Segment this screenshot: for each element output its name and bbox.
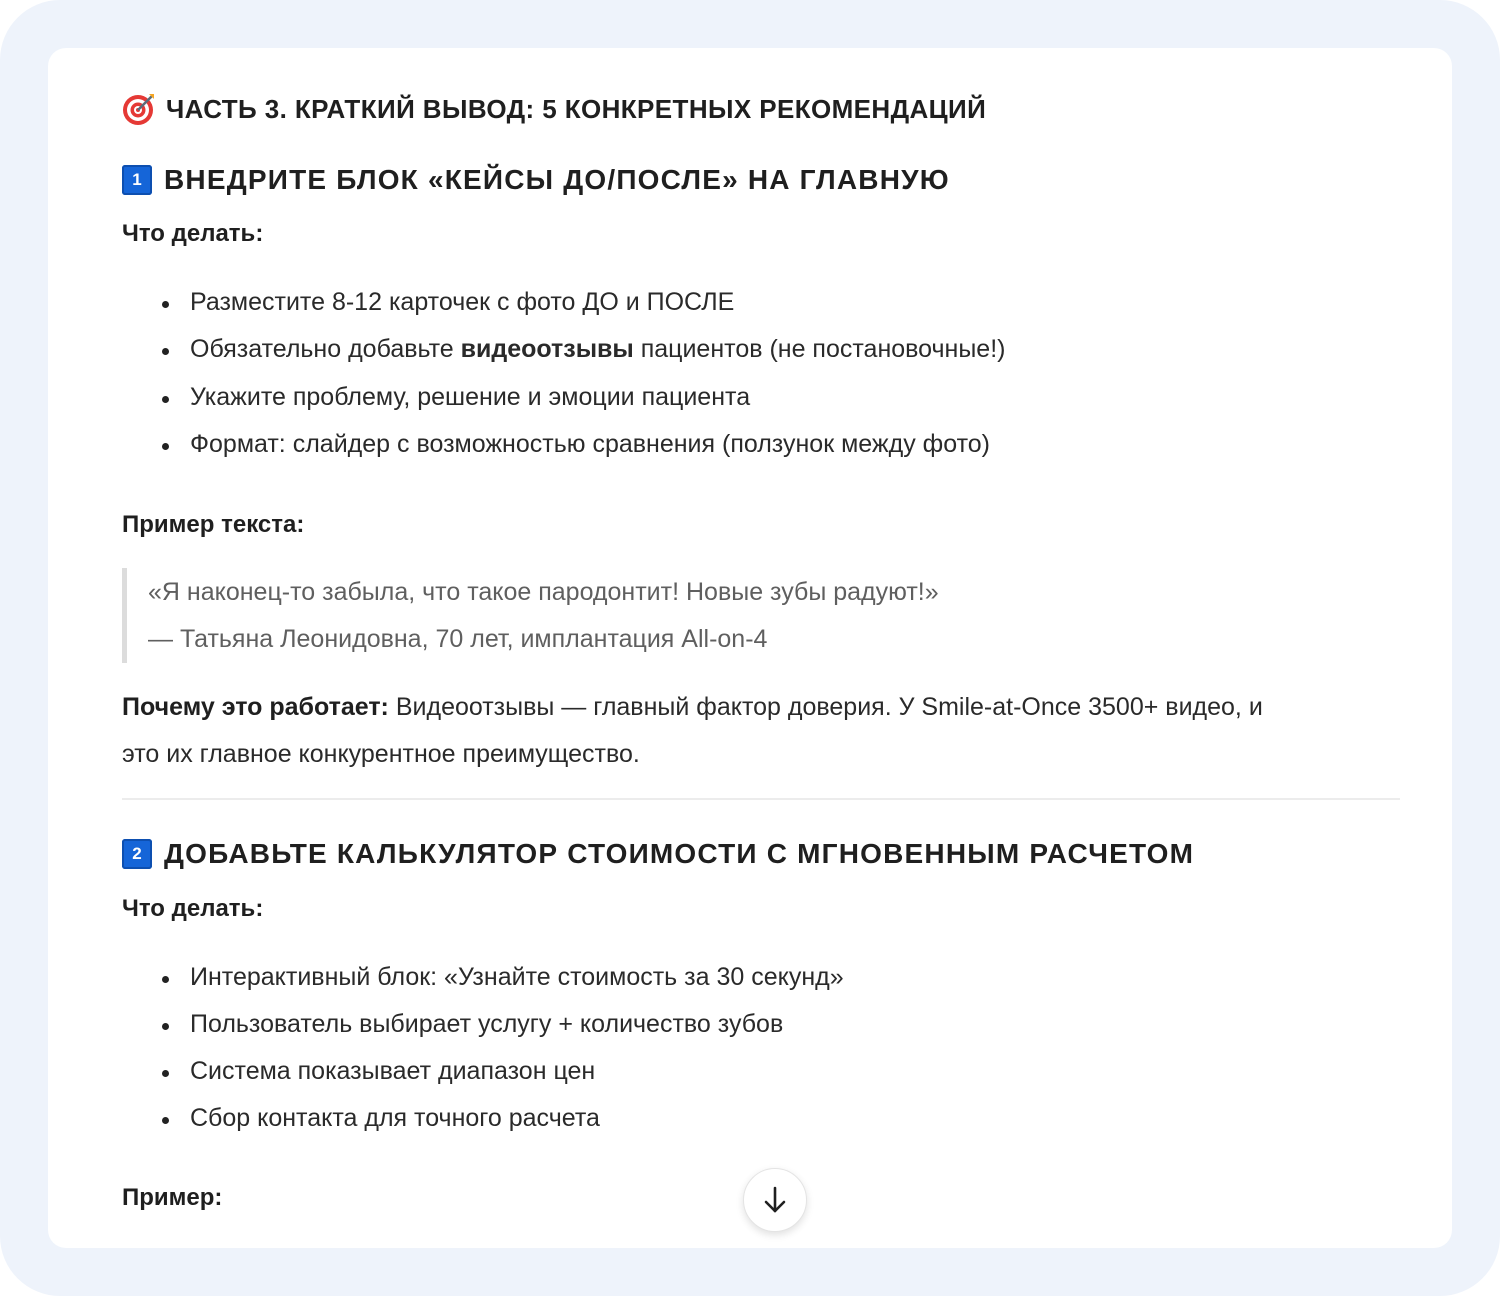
quote-author: — Татьяна Леонидовна, 70 лет, имплантация All-on-4 <box>148 625 768 653</box>
section1-what-label: Что делать: <box>122 220 264 247</box>
message-card <box>48 48 1452 1248</box>
list-item: Интерактивный блок: «Узнайте стоимость за 30 секунд» <box>190 963 844 991</box>
list-item: Сбор контакта для точного расчета <box>190 1104 600 1132</box>
section1-example-label: Пример текста: <box>122 511 305 538</box>
why-paragraph-line2: это их главное конкурентное преимущество. <box>122 740 640 768</box>
part-title <box>122 92 986 126</box>
divider <box>122 798 1400 800</box>
list-item-text: пациентов (не постановочные!) <box>633 335 1006 363</box>
target-icon <box>122 92 156 126</box>
section1-heading <box>122 164 950 196</box>
section1-title: ВНЕДРИТЕ БЛОК «КЕЙСЫ ДО/ПОСЛЕ» НА ГЛАВНУЮ <box>164 164 950 195</box>
why-text: Видеоотзывы — главный фактор доверия. У Smile-at-Once 3500+ видео, и <box>388 693 1263 721</box>
number-2-badge: 2 <box>122 839 152 869</box>
list-item-text: Обязательно добавьте <box>190 335 461 363</box>
quote-text: «Я наконец-то забыла, что такое пародонтит! Новые зубы радуют!» <box>148 578 939 606</box>
list-item: Укажите проблему, решение и эмоции пациента <box>190 383 751 411</box>
section2-heading <box>122 838 1194 870</box>
list-item: Разместите 8-12 карточек с фото ДО и ПОСЛЕ <box>190 288 735 316</box>
list-item-bold-text: видеоотзывы <box>460 335 634 363</box>
arrow-down-icon <box>762 1185 788 1215</box>
number-1-badge: 1 <box>122 165 152 195</box>
section2-example-label: Пример: <box>122 1184 223 1211</box>
section2-title: ДОБАВЬТЕ КАЛЬКУЛЯТОР СТОИМОСТИ С МГНОВЕННЫМ РАСЧЕТОМ <box>164 838 1195 869</box>
list-item: Формат: слайдер с возможностью сравнения (ползунок между фото) <box>190 430 990 458</box>
blockquote-bar <box>122 568 127 663</box>
why-paragraph-line1 <box>122 693 1263 722</box>
scroll-down-button[interactable] <box>743 1168 807 1232</box>
part-title-text: ЧАСТЬ 3. КРАТКИЙ ВЫВОД: 5 КОНКРЕТНЫХ РЕКОМЕНДАЦИЙ <box>166 93 987 124</box>
why-label: Почему это работает: <box>122 693 389 721</box>
list-item: Система показывает диапазон цен <box>190 1057 596 1085</box>
list-item: Пользователь выбирает услугу + количество зубов <box>190 1010 784 1038</box>
list-item <box>190 335 1005 364</box>
section2-what-label: Что делать: <box>122 895 264 922</box>
